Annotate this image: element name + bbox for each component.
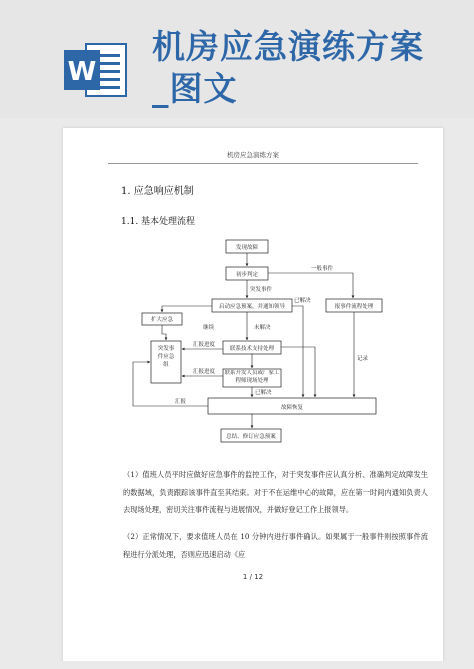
label-report: 汇报 — [175, 399, 187, 405]
label-report-progress-2: 汇报进度 — [193, 369, 216, 375]
label-sudden-event: 突发事件 — [250, 287, 273, 293]
node-initial: 初步判定 — [235, 272, 259, 278]
running-header: 机房应急演练方案 — [227, 151, 279, 159]
label-resolved-1: 已解决 — [294, 298, 311, 304]
paragraph-1: （1）值班人员平时应做好应急事件的监控工作，对于突发事件应认真分析、准确判定故障发生的数据域，负责跟踪该事件直至其结束。对于不在运维中心的故障，应在第一时间内通知负责人去现场处理，密切关注事件流程与进展情况，并做好登记工作上报领导。 — [123, 470, 428, 514]
process-flowchart — [63, 128, 443, 458]
word-icon-letter: W — [67, 57, 97, 87]
word-document-icon — [62, 38, 132, 102]
label-escalate: 继续 — [203, 325, 215, 331]
label-report-progress-1: 汇报进度 — [193, 342, 216, 348]
node-start-plan: 启动应急预案，并通知领导 — [218, 304, 286, 310]
heading-2: 1.1. 基本处理流程 — [121, 217, 196, 227]
node-recovery: 故障恢复 — [280, 405, 304, 411]
banner — [0, 0, 474, 118]
banner-title-line1: 机房应急演练方案 — [152, 27, 424, 66]
bottom-strip — [0, 661, 474, 669]
label-unresolved: 未解决 — [254, 325, 271, 331]
label-resolved-2: 已解决 — [255, 390, 272, 396]
document-page — [63, 128, 443, 669]
banner-title-line2: _图文 — [152, 69, 238, 108]
node-vendor: 联系开发人员或厂家工程师现场处理 — [224, 370, 280, 384]
node-report: 报事件流程处理 — [334, 304, 374, 310]
paragraph-2: （2）正常情况下，要求值班人员在 10 分钟内进行事件确认。如果属于一般事件则按照事件流程进行分派处理，否则应迅速启动《应 — [123, 532, 428, 559]
node-emergency-team-label: 突发事件应急组 — [157, 346, 175, 368]
heading-1: 1. 应急响应机制 — [121, 186, 194, 197]
node-tech-support: 联系技术支持处理 — [229, 346, 275, 352]
node-summary: 总结、修订应急预案 — [226, 434, 276, 440]
label-record: 记录 — [357, 356, 369, 362]
label-general-event: 一般事件 — [311, 266, 334, 272]
banner-title — [152, 26, 462, 110]
page-number: 1 / 12 — [242, 573, 264, 581]
node-expand: 扩大应急 — [150, 317, 174, 323]
node-discover: 发现故障 — [235, 245, 259, 251]
